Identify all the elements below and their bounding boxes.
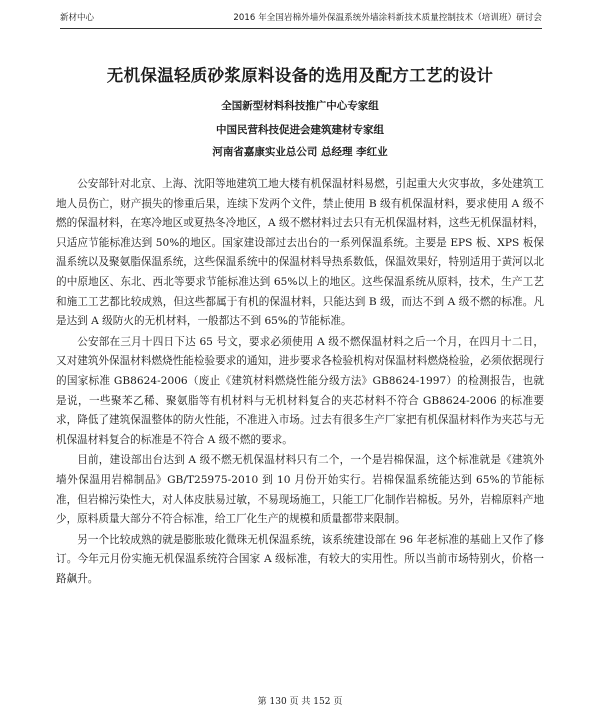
header-right: 2016 年全国岩棉外墙外保温系统外墙涂料新技术质量控制技术（培训班）研讨会 (233, 13, 542, 23)
paragraph-4: 另一个比较成熟的就是膨胀玻化微珠无机保温系统，该系统建设部在 96 年老标准的基础上又作了修订。今年元月份实施无机保温系统符合国家 A 级标准，有较大的实用性。所以当前市场特别火，价格一路飙升。 (56, 533, 544, 585)
header-left: 新材中心 (60, 13, 95, 23)
article-body (56, 175, 544, 589)
article-title: 无机保温轻质砂浆原料设备的选用及配方工艺的设计 (106, 66, 494, 85)
page-number: 第 130 页 共 152 页 (257, 697, 343, 707)
paragraph-3: 目前，建设部出台达到 A 级不燃无机保温材料只有二个，一个是岩棉保温，这个标准就是《建筑外墙外保温用岩棉制品》GB/T25975-2010 到 10 月份开始实行。岩棉保温系统能达到 65%的节能标准，但岩棉污染性大，对人体皮肤易过敏，不易现场施工，只能工厂化制作岩棉板。另外，岩棉原料产地少，原料质量大部分不符合标准，给工厂化生产的规模和质量都带来限制。 (56, 454, 544, 526)
running-header (60, 8, 542, 29)
paragraph-2: 公安部在三月十四日下达 65 号文，要求必须使用 A 级不燃保温材料之后一个月，在四月十二日，又对建筑外保温材料燃烧性能检验要求的通知，进步要求各检验机构对保温材料燃烧检验，必须依据现行的国家标准 GB8624-2006（废止《建筑材料燃烧性能分级方法》GB8624-1997）的检测报告，也就是说，一些聚苯乙稀、聚氨脂等有机材料与无机材料复合的夹芯材料不符合 GB8624-2006 的标准要求，降低了建筑保温整体的防火性能，不准进入市场。过去有很多生产厂家把有机保温材料作为夹芯与无机保温材料复合的标准是不符合 A 级不燃的要求。 (56, 335, 544, 446)
author-org-2: 中国民营科技促进会建筑建材专家组 (216, 124, 384, 136)
author-org-1: 全国新型材料科技推广中心专家组 (221, 100, 379, 112)
paragraph-1: 公安部针对北京、上海、沈阳等地建筑工地大楼有机保温材料易燃，引起重大火灾事故，多处建筑工地人员伤亡，财产损失的惨重后果，连续下发两个文件，禁止使用 B 级有机保温材料，要求使用 A 级不燃的保温材料，在寒冷地区或夏热冬冷地区，A 级不燃材料过去只有无机保温材料，这些无机保温材料，只适应节能标准达到 50%的地区。国家建设部过去出台的一系列保温系统。主要是 EPS 板、XPS 板保温系统以及聚氨脂保温系统，这些保温系统中的保温材料导热系数低，保温效果好，特别适用于黄河以北的中原地区、东北、西北等要求节能标准达到 65%以上的地区。这些保温系统从原料，技术，生产工艺和施工工艺都比较成熟，但这些都属于有机的保温材料，只能达到 B 级，而达不到 A 级不燃的标准。凡是达到 A 级防火的无机材料，一般都达不到 65%的节能标准。 (56, 178, 544, 328)
author-org-3: 河南省嘉康实业总公司 总经理 李红业 (212, 146, 388, 158)
